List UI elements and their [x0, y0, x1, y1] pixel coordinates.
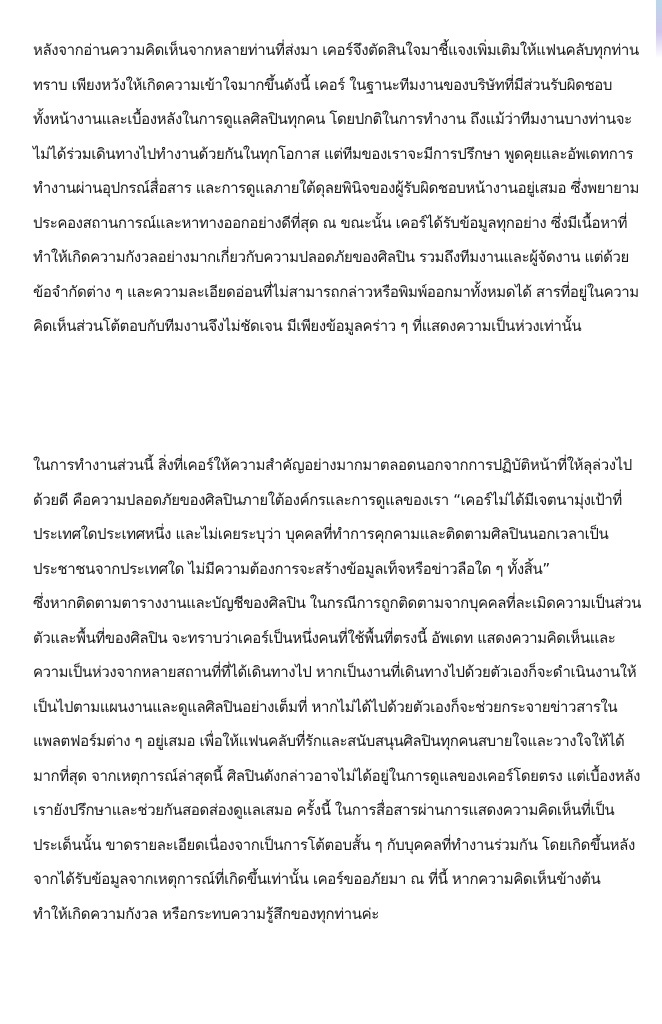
paragraph-1-line: ประคองสถานการณ์และหาทางออกอย่างดีที่สุด ณ ขณะนั้น เคอร์ได้รับข้อมูลทุกอย่าง ซึ่งมีเนื้อหาที่ — [33, 214, 628, 232]
paragraph-2-line: เป็นไปตามแผนงานและดูแลศิลปินอย่างเต็มที่ หากไม่ได้ไปด้วยตัวเองก็จะช่วยกระจายข่าวสารใน — [33, 698, 618, 716]
paragraph-1-line: คิดเห็นส่วนโต้ตอบกับทีมงานจึงไม่ชัดเจน มีเพียงข้อมูลคร่าว ๆ ที่แสดงความเป็นห่วงเท่านั้น — [33, 317, 582, 335]
paragraph-2-line: ด้วยดี คือความปลอดภัยของศิลปินภายใต้องค์กรและการดูแลของเรา “เคอร์ไม่ได้มีเจตนามุ่งเป้าที่ — [33, 491, 622, 509]
paragraph-2-line: ตัวและพื้นที่ของศิลปิน จะทราบว่าเคอร์เป็นหนึ่งคนที่ใช้พื้นที่ตรงนี้ อัพเดท แสดงความคิดเห็นและ — [33, 629, 616, 647]
paragraph-2-line: ในการทำงานส่วนนี้ สิ่งที่เคอร์ให้ความสำคัญอย่างมากมาตลอดนอกจากการปฏิบัติหน้าที่ให้ลุล่วงไป — [33, 456, 632, 474]
paragraph-2-line: ทำให้เกิดความกังวล หรือกระทบความรู้สึกของทุกท่านค่ะ — [33, 905, 379, 923]
paragraph-2-line: ประเด็นนั้น ขาดรายละเอียดเนื่องจากเป็นการโต้ตอบสั้น ๆ กับบุคคลที่ทำงานร่วมกัน โดยเกิดขึ้นหลัง — [33, 836, 635, 854]
paragraph-1-line: ทำให้เกิดความกังวลอย่างมากเกี่ยวกับความปลอดภัยของศิลปิน รวมถึงทีมงานและผู้จัดงาน แต่ด้วย — [33, 248, 629, 266]
paragraph-1-line: ไม่ได้ร่วมเดินทางไปทำงานด้วยกันในทุกโอกาส แต่ทีมของเราจะมีการปรึกษา พูดคุยและอัพเดทการ — [33, 145, 634, 163]
paragraph-2-line: ความเป็นห่วงจากหลายสถานที่ที่ได้เดินทางไป หากเป็นงานที่เดินทางไปด้วยตัวเองก็จะดำเนินงานให้ — [33, 663, 637, 681]
paragraph-1-line: ทราบ เพียงหวังให้เกิดความเข้าใจมากขึ้นดังนี้ เคอร์ ในฐานะทีมงานของบริษัทที่มีส่วนรับผิดชอบ — [33, 76, 612, 94]
paragraph-1-line: ทำงานผ่านอุปกรณ์สื่อสาร และการดูแลภายใต้ดุลยพินิจของผู้รับผิดชอบหน้างานอยู่เสมอ ซึ่งพยายาม — [33, 179, 640, 197]
paragraph-1-line: หลังจากอ่านความคิดเห็นจากหลายท่านที่ส่งมา เคอร์จึงตัดสินใจมาชี้แจงเพิ่มเติมให้แฟนคลับทุกท่าน — [33, 41, 639, 59]
paragraph-2-line: ซึ่งหากติดตามตารางงานและบัญชีของศิลปิน ในกรณีการถูกติดตามจากบุคคลที่ละเมิดความเป็นส่วน — [33, 594, 642, 612]
paragraph-2-line: มากที่สุด จากเหตุการณ์ล่าสุดนี้ ศิลปินดังกล่าวอาจไม่ได้อยู่ในการดูแลของเคอร์โดยตรง แต่เบื้องหลัง — [33, 767, 641, 785]
paragraph-1-line: ทั้งหน้างานและเบื้องหลังในการดูแลศิลปินทุกคน โดยปกติในการทำงาน ถึงแม้ว่าทีมงานบางท่านจะ — [33, 110, 632, 128]
paragraph-2-line: ประชาชนจากประเทศใด ไม่มีความต้องการจะสร้างข้อมูลเท็จหรือข่าวลือใด ๆ ทั้งสิ้น” — [33, 560, 550, 578]
paragraph-2-line: แพลตฟอร์มต่าง ๆ อยู่เสมอ เพื่อให้แฟนคลับที่รักและสนับสนุนศิลปินทุกคนสบายใจและวางใจให้ได้ — [33, 732, 625, 750]
paragraph-2-line: เรายังปรึกษาและช่วยกันสอดส่องดูแลเสมอ ครั้งนี้ ในการสื่อสารผ่านการแสดงความคิดเห็นที่เป็น — [33, 801, 615, 819]
paragraph-2-line: ประเทศใดประเทศหนึ่ง และไม่เคยระบุว่า บุคคลที่ทำการคุกคามและติดตามศิลปินนอกเวลาเป็น — [33, 525, 609, 543]
paragraph-2-line: จากได้รับข้อมูลจากเหตุการณ์ที่เกิดขึ้นเท่านั้น เคอร์ขออภัยมา ณ ที่นี้ หากความคิดเห็นข้างต้น — [33, 870, 601, 888]
paragraph-1-line: ข้อจำกัดต่าง ๆ และความละเอียดอ่อนที่ไม่สามารถกล่าวหรือพิมพ์ออกมาทั้งหมดได้ สารที่อยู่ในความ — [33, 283, 639, 301]
